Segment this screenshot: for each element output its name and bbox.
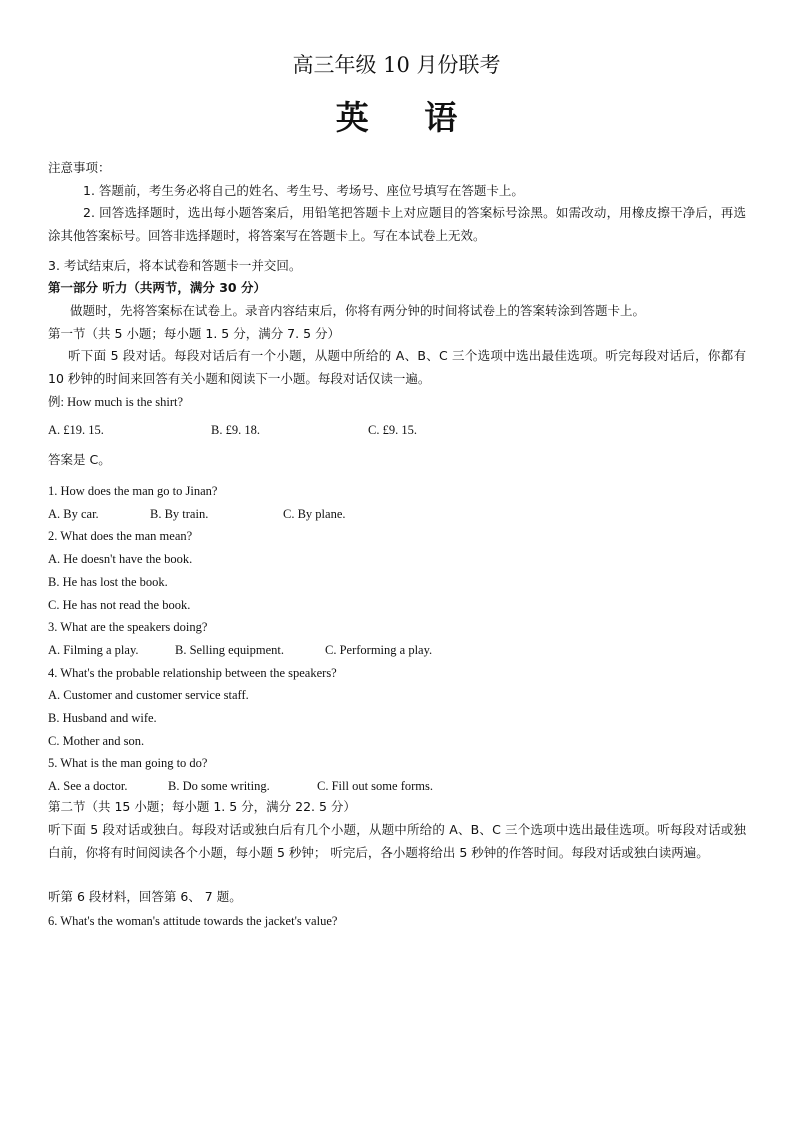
notes-item-1: 1. 答题前，考生务必将自己的姓名、考生号、考场号、座位号填写在答题卡上。 (83, 183, 524, 198)
section1-instruction: 听下面 5 段对话。每段对话后有一个小题，从题中所给的 A、B、C 三个选项中选出最佳选项。听完每段对话后，你都有 10 秒钟的时间来回答有关小题和阅读下一小题。每段对话仅读一遍。 (48, 348, 746, 386)
question-3: 3. What are the speakers doing? (48, 620, 208, 634)
notes-item-3: 3. 考试结束后，将本试卷和答题卡一并交回。 (48, 258, 302, 273)
q1-option-a: A. By car. (48, 507, 99, 521)
notes-item-2: 2. 回答选择题时，选出每小题答案后，用铅笔把答题卡上对应题目的答案标号涂黑。如需改动，用橡皮擦干净后，再选涂其他答案标号。回答非选择题时，将答案写在答题卡上。写在本试卷上无效。 (48, 205, 746, 243)
q4-option-c: C. Mother and son. (48, 734, 145, 748)
section1-heading: 第一节（共 5 小题；每小题 1. 5 分，满分 7. 5 分） (48, 326, 340, 341)
q1-option-c: C. By plane. (283, 507, 346, 521)
q5-option-a: A. See a doctor. (48, 779, 128, 793)
example-question: 例: How much is the shirt? (48, 395, 184, 409)
question-2: 2. What does the man mean? (48, 529, 193, 543)
q3-option-c: C. Performing a play. (325, 643, 433, 657)
section2-heading: 第二节（共 15 小题；每小题 1. 5 分，满分 22. 5 分） (48, 799, 356, 814)
q3-option-b: B. Selling equipment. (175, 643, 285, 657)
example-option-c: C. £9. 15. (368, 423, 417, 437)
example-option-b: B. £9. 18. (211, 423, 260, 437)
part1-heading: 第一部分 听力（共两节，满分 30 分） (48, 280, 266, 295)
example-option-a: A. £19. 15. (48, 423, 104, 437)
q3-option-a: A. Filming a play. (48, 643, 139, 657)
material-6-label: 听第 6 段材料，回答第 6、 7 题。 (48, 889, 242, 904)
section2-instruction: 听下面 5 段对话或独白。每段对话或独白后有几个小题，从题中所给的 A、B、C 三个选项中选出最佳选项。听每段对话或独白前，你将有时间阅读各个小题，每小题 5 秒钟； 听完后，各小题将给出 5 秒钟的作答时间。每段对话或独白读两遍。 (48, 822, 746, 860)
question-5: 5. What is the man going to do? (48, 756, 208, 770)
q4-option-a: A. Customer and customer service staff. (48, 688, 249, 702)
q2-option-b: B. He has lost the book. (48, 575, 168, 589)
question-6: 6. What's the woman's attitude towards the jacket's value? (48, 914, 338, 928)
notes-heading: 注意事项： (48, 160, 111, 175)
q4-option-b: B. Husband and wife. (48, 711, 157, 725)
part1-instruction: 做题时，先将答案标在试卷上。录音内容结束后，你将有两分钟的时间将试卷上的答案转涂到答题卡上。 (70, 303, 646, 318)
question-4: 4. What's the probable relationship between the speakers? (48, 666, 337, 680)
q5-option-c: C. Fill out some forms. (317, 779, 433, 793)
q2-option-c: C. He has not read the book. (48, 598, 191, 612)
exam-title: 高三年级 10 月份联考 (292, 53, 501, 77)
q2-option-a: A. He doesn't have the book. (48, 552, 193, 566)
q5-option-b: B. Do some writing. (168, 779, 270, 793)
question-1: 1. How does the man go to Jinan? (48, 484, 218, 498)
example-answer: 答案是 C。 (48, 452, 111, 467)
q1-option-b: B. By train. (150, 507, 209, 521)
subject-title: 英 语 (335, 98, 480, 137)
